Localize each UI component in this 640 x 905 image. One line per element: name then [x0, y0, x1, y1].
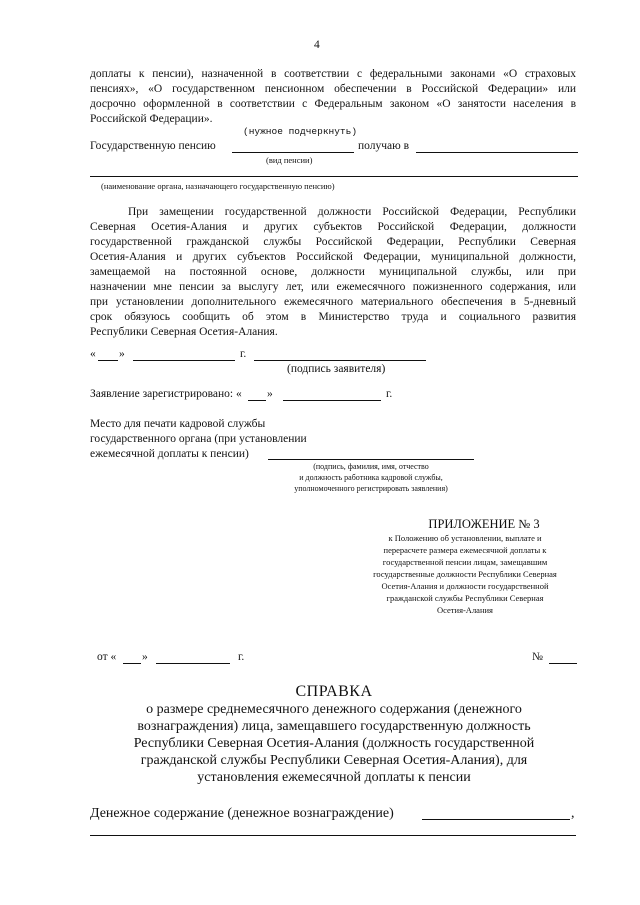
signature-caption: (подпись заявителя) [287, 363, 386, 375]
obligation-line-1: При замещении государственной должности Российской Федерации, Республики [128, 206, 576, 218]
pension-authority-field[interactable] [90, 176, 578, 177]
certificate-number-field[interactable] [549, 663, 577, 664]
registrar-caption-2: и должность работника кадровой службы, [299, 473, 443, 482]
appendix-line-7: Осетия-Алания [437, 605, 493, 615]
registration-month-field[interactable] [283, 400, 381, 401]
appendix-line-6: гражданской службы Республики Северная [386, 593, 544, 603]
date-open-quote: « [90, 348, 96, 360]
pension-type-caption: (вид пенсии) [266, 155, 313, 165]
certificate-close-quote: » [142, 651, 148, 663]
date-month-field[interactable] [133, 360, 235, 361]
obligation-line-3: государственной гражданской службы Российской Федерации, Республики Северная [90, 236, 576, 248]
certificate-day-field[interactable] [123, 663, 141, 664]
obligation-line-9: Республики Северная Осетия-Алания. [90, 326, 278, 338]
underline-note: (нужное подчеркнуть) [243, 126, 358, 137]
salary-label: Денежное содержание (денежное вознаграждение) [90, 806, 394, 821]
intro-line-4: Российской Федерации». [90, 113, 213, 125]
signature-field[interactable] [254, 360, 426, 361]
registration-label: Заявление зарегистрировано: « [90, 388, 242, 400]
certificate-title: СПРАВКА [295, 683, 373, 700]
certificate-year-suffix: г. [238, 651, 245, 663]
stamp-line-1: Место для печати кадровой службы [90, 418, 266, 430]
obligation-line-7: при установлении дополнительного ежемесячного материального обеспечения в 5-дневный [90, 296, 576, 308]
registration-close-quote: » [267, 388, 273, 400]
pension-authority-field-short[interactable] [416, 152, 578, 153]
certificate-month-field[interactable] [156, 663, 230, 664]
obligation-line-2: Северная Осетия-Алания и других субъектов Российской Федерации, должности [90, 221, 576, 233]
certificate-line-2: вознаграждения) лица, замещавшего государственную должность [137, 719, 531, 734]
salary-comma: , [571, 806, 575, 821]
appendix-line-3: государственной пенсии лицам, замещавшим [382, 557, 548, 567]
registration-year-suffix: г. [386, 388, 393, 400]
appendix-title: ПРИЛОЖЕНИЕ № 3 [428, 517, 540, 531]
certificate-line-4: гражданской службы Республики Северная Осетия-Алания), для [140, 753, 528, 768]
stamp-line-3: ежемесячной доплаты к пенсии) [90, 448, 249, 460]
certificate-from-label: от « [97, 651, 117, 663]
receive-label: получаю в [358, 140, 410, 152]
intro-line-1: доплаты к пенсии), назначенной в соответствии с федеральными законами «О страховых [90, 68, 576, 80]
intro-line-2: пенсиях», «О государственном пенсионном обеспечении в Российской Федерации» или [90, 83, 576, 95]
appendix-line-4: государственные должности Республики Северная [373, 569, 557, 579]
intro-line-3: досрочно оформленной в соответствии с Федеральным законом «О занятости населения в [90, 98, 576, 110]
date-day-field[interactable] [98, 360, 118, 361]
certificate-line-5: установления ежемесячной доплаты к пенсии [197, 770, 471, 785]
salary-field[interactable] [422, 819, 570, 820]
registrar-signature-field[interactable] [268, 459, 474, 460]
appendix-line-2: перерасчете размера ежемесячной доплаты к [383, 545, 547, 555]
appendix-line-1: к Положению об установлении, выплате и [388, 533, 542, 543]
pension-label: Государственную пенсию [90, 140, 216, 152]
certificate-line-3: Республики Северная Осетия-Алания (должность государственной [133, 736, 535, 751]
authority-caption: (наименование органа, назначающего государственную пенсию) [101, 181, 335, 191]
obligation-line-5: замещаемой на постоянной основе, должности муниципальной службы, или при [90, 266, 576, 278]
page-number: 4 [314, 39, 320, 51]
certificate-line-1: о размере среднемесячного денежного содержания (денежного [146, 702, 522, 717]
obligation-line-4: Осетия-Алания и других субъектов Российской Федерации, муниципальной должности, [90, 251, 576, 263]
date-close-quote: » [119, 348, 125, 360]
certificate-number-sign: № [532, 651, 543, 663]
registrar-caption-3: уполномоченного регистрировать заявления) [294, 484, 448, 493]
registration-day-field[interactable] [248, 400, 266, 401]
registrar-caption-1: (подпись, фамилия, имя, отчество [313, 462, 429, 471]
salary-continuation-field[interactable] [90, 835, 576, 836]
appendix-line-5: Осетия-Алания и должности государственной [381, 581, 549, 591]
obligation-line-6: назначении мне пенсии за выслугу лет, или ежемесячного пожизненного содержания, или [90, 281, 576, 293]
stamp-line-2: государственного органа (при установлении [90, 433, 307, 445]
pension-type-field[interactable] [232, 152, 354, 153]
obligation-line-8: срок обязуюсь сообщить об этом в Министерство труда и социального развития [90, 311, 576, 323]
date-year-suffix: г. [240, 348, 247, 360]
